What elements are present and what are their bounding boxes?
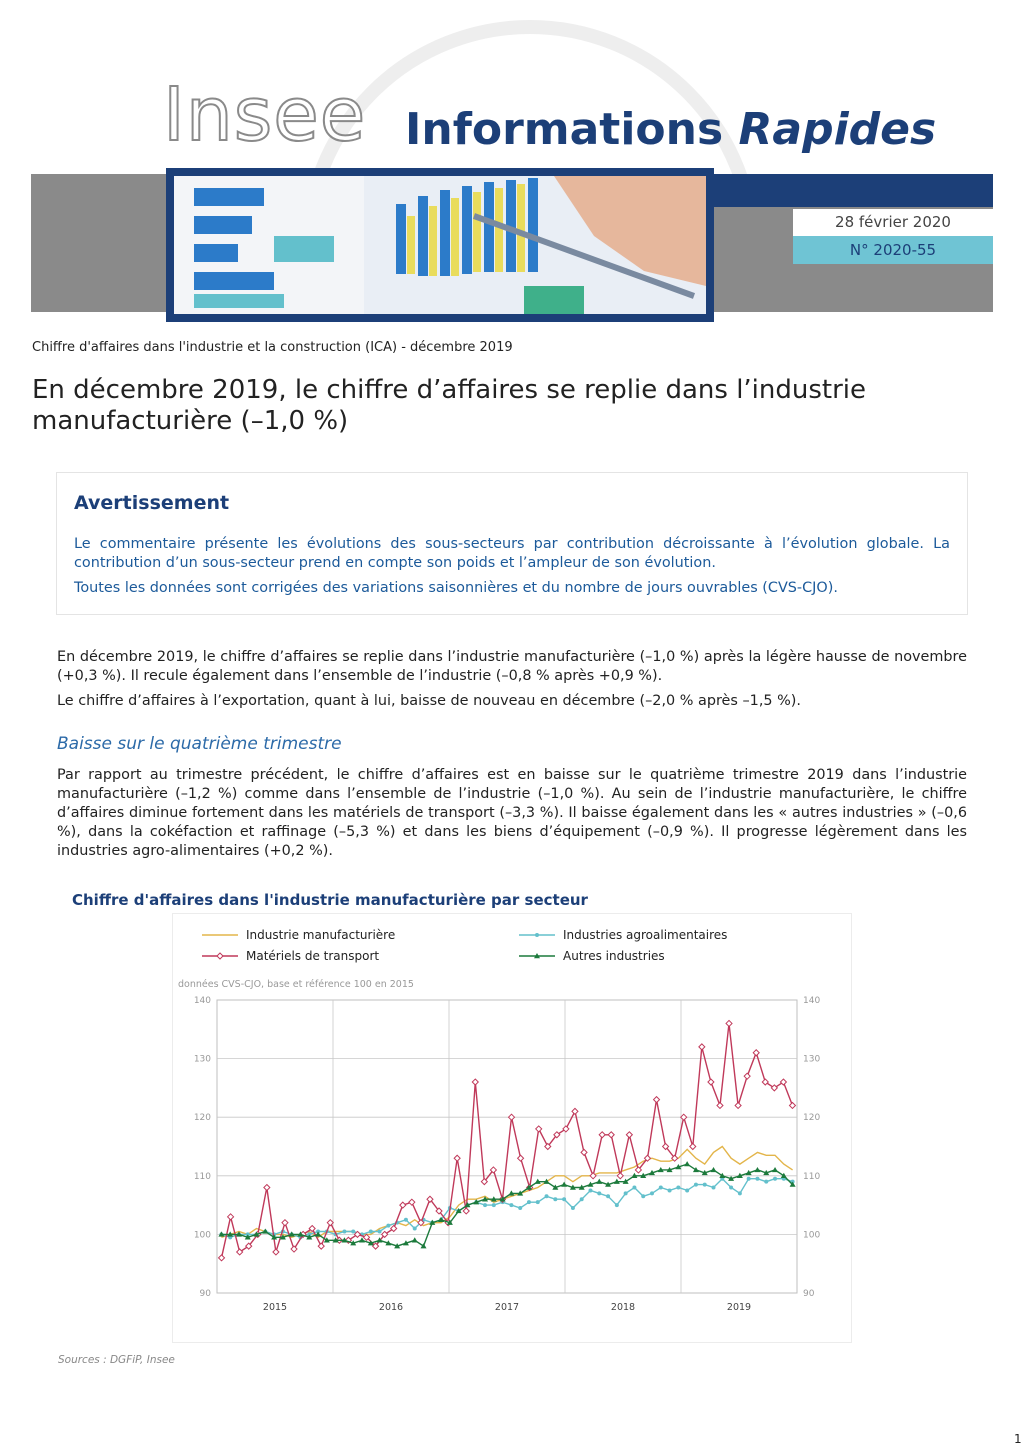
publication-number: N° 2020-55 [793,236,993,264]
warning-paragraph-2: Toutes les données sont corrigées des variations saisonnières et du nombre de jours ouvrables (CVS-CJO). [74,580,838,596]
series-point [562,1197,566,1201]
series-point [681,1114,687,1120]
series-point [581,1149,587,1155]
page-number: 1 [1014,1432,1022,1446]
series-point [753,1050,759,1056]
series-point [483,1203,487,1207]
series-point [413,1227,417,1231]
legend-label: Autres industries [563,949,665,963]
series-point [755,1177,759,1181]
series-point [735,1102,741,1108]
legend-label: Industrie manufacturière [246,928,396,942]
series-point [789,1102,795,1108]
document-subtitle: Chiffre d'affaires dans l'industrie et la construction (ICA) - décembre 2019 [32,340,513,355]
series-point [632,1186,636,1190]
publication-brand [405,104,936,155]
legend-marker [535,933,539,937]
series-point [536,1200,540,1204]
series-point [676,1186,680,1190]
series-point [571,1206,575,1210]
y-tick-label-right: 90 [803,1289,815,1299]
warning-title: Avertissement [74,492,230,514]
series-line [221,1164,792,1246]
y-tick-label-right: 110 [803,1171,821,1182]
x-tick-label: 2016 [378,1302,404,1313]
x-tick-label: 2017 [494,1302,520,1313]
y-tick-label-right: 100 [803,1230,821,1241]
series-point [764,1180,768,1184]
legend-label: Matériels de transport [246,949,380,963]
y-tick-label-right: 140 [803,996,821,1006]
series-point [596,1179,602,1184]
series-point [712,1186,716,1190]
series-point [608,1132,614,1138]
y-tick-label-left: 90 [199,1289,211,1299]
series-point [454,1155,460,1161]
x-tick-label: 2019 [726,1302,752,1313]
insee-logo: Insee [163,72,367,158]
y-tick-label-left: 100 [193,1230,211,1241]
brand-italic: Rapides [738,104,937,155]
body-paragraph-2: Le chiffre d’affaires à l’exportation, quant à lui, baisse de nouveau en décembre (–2,0 % après –1,5 %). [57,693,801,709]
series-point [536,1126,542,1132]
series-point [754,1167,760,1172]
legend-label: Industries agroalimentaires [563,928,728,942]
x-tick-label: 2015 [262,1302,288,1313]
series-point [386,1224,390,1228]
body-paragraph-3: Par rapport au trimestre précédent, le chiffre d’affaires est en baisse sur le quatrième trimestre 2019 dans l’industrie manufacturière (–1,2 %) comme dans l’ensemble de l’industrie (–1,0 %). Au sein de l’industrie manufacturière, le chiffre d’affaires diminue fortement dans les matériels de transport (–3,3 %). Il baisse également dans les « autres industries » (–0,6 %), dans la cokéfaction et raffinage (–5,3 %) et dans les biens d’équipement (–0,9 %). Il progresse légèrement dans les industries agro-alimentaires (+0,2 %). [57,767,967,859]
series-point [615,1203,619,1207]
chart-note: données CVS-CJO, base et référence 100 en 2015 [178,979,414,990]
series-point [694,1183,698,1187]
series-point [400,1202,406,1208]
brand-main: Informations [405,104,724,155]
series-point [773,1177,777,1181]
series-point [726,1020,732,1026]
series-point [597,1191,601,1195]
series-point [219,1255,225,1261]
y-tick-label-right: 120 [803,1113,821,1124]
page-title: En décembre 2019, le chiffre d’affaires se replie dans l’industrie manufacturière (–1,0 %) [32,375,867,436]
series-point [729,1186,733,1190]
body-paragraph-1: En décembre 2019, le chiffre d’affaires se replie dans l’industrie manufacturière (–1,0 %) après la légère hausse de novembre (+0,3 %). Il recule également dans l’ensemble de l’industrie (–0,8 % après +0,9 %). [57,649,967,684]
series-point [659,1186,663,1190]
series-point [351,1229,355,1233]
y-tick-label-left: 130 [193,1054,211,1065]
series-point [626,1132,632,1138]
series-point [369,1229,373,1233]
y-tick-label-right: 130 [803,1054,821,1065]
series-point [509,1203,513,1207]
line-chart [172,913,852,1343]
series-point [553,1197,557,1201]
series-point [717,1102,723,1108]
y-tick-label-left: 140 [193,996,211,1006]
series-point [708,1079,714,1085]
series-point [772,1167,778,1172]
y-tick-label-left: 120 [193,1113,211,1124]
series-point [409,1199,415,1205]
series-point [492,1203,496,1207]
series-point [668,1188,672,1192]
series-point [617,1173,623,1179]
header-blue-band [700,174,993,207]
series-point [641,1194,645,1198]
series-point [518,1206,522,1210]
series-point [472,1079,478,1085]
series-point [327,1220,333,1226]
series-point [463,1208,469,1214]
series-point [747,1177,751,1181]
warning-paragraph-1: Le commentaire présente les évolutions des sous-secteurs par contribution décroissante à l’évolution globale. La contribution d’un sous-secteur prend en compte son poids et l’ampleur de son évolution. [74,536,950,571]
series-point [545,1194,549,1198]
series-point [744,1073,750,1079]
series-point [273,1249,279,1255]
series-point [561,1182,567,1187]
series-point [703,1183,707,1187]
series-point [318,1243,324,1249]
series-point [684,1161,690,1166]
series-point [228,1214,234,1220]
series-point [588,1188,592,1192]
y-tick-label-left: 110 [193,1171,211,1182]
publication-date: 28 février 2020 [793,209,993,236]
series-point [711,1167,717,1172]
header-photo-charts [166,168,714,322]
series-point [527,1200,531,1204]
series-point [282,1220,288,1226]
series-point [572,1108,578,1114]
series-point [690,1144,696,1150]
series-point [264,1185,270,1191]
series-point [606,1194,610,1198]
series-point [699,1044,705,1050]
series-point [685,1188,689,1192]
series-point [412,1237,418,1242]
series-point [654,1097,660,1103]
section-title: Baisse sur le quatrième trimestre [57,734,342,754]
series-point [404,1218,408,1222]
legend-marker [217,953,223,959]
series-point [580,1197,584,1201]
series-point [518,1155,524,1161]
chart-sources: Sources : DGFiP, Insee [58,1354,175,1366]
plot-area-border [217,1000,797,1293]
series-point [738,1191,742,1195]
series-point [624,1191,628,1195]
series-point [650,1191,654,1195]
x-tick-label: 2018 [610,1302,636,1313]
series-line [221,1179,792,1238]
chart-title: Chiffre d'affaires dans l'industrie manufacturière par secteur [72,891,588,909]
series-point [509,1114,515,1120]
series-point [599,1132,605,1138]
series-point [342,1229,346,1233]
series-point [378,1229,382,1233]
